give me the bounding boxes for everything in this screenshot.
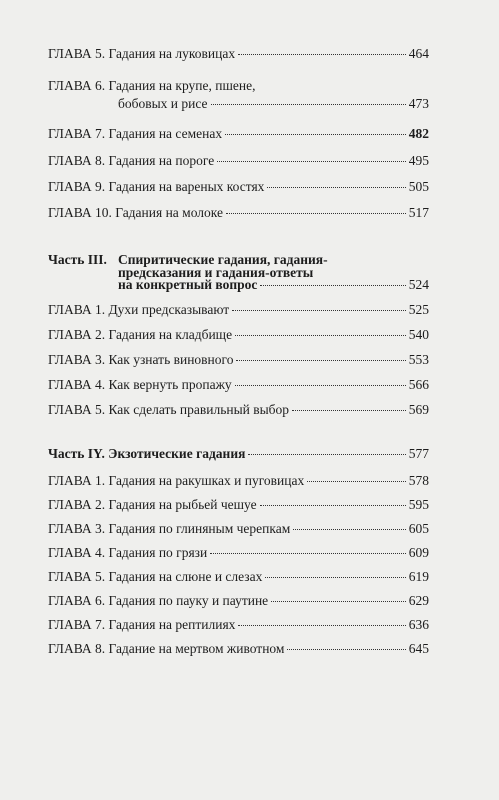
toc-entry: [48, 545, 429, 561]
entry-label: ГЛАВА 5. Гадания на слюне и слезах: [48, 569, 263, 584]
dot-leader: [293, 529, 405, 530]
dot-leader: [265, 577, 405, 578]
entry-page: 578: [408, 473, 429, 488]
dot-leader: [211, 104, 406, 105]
toc-entry: [48, 521, 429, 537]
toc-entry: [48, 617, 429, 633]
toc-entry: [48, 473, 429, 489]
part-title-line: предсказания и гадания-ответы: [118, 265, 314, 280]
dot-leader: [236, 360, 405, 361]
entry-label: ГЛАВА 1. Гадания на ракушках и пуговицах: [48, 473, 305, 488]
entry-label: ГЛАВА 7. Гадания на семенах: [48, 126, 223, 141]
toc-entry-continuation: [118, 96, 429, 112]
dot-leader: [271, 601, 406, 602]
entry-label: ГЛАВА 3. Гадания по глиняным черепкам: [48, 521, 291, 536]
part-title-line: Спиритические гадания, гадания-: [118, 252, 328, 267]
entry-label: ГЛАВА 2. Гадания на кладбище: [48, 327, 233, 342]
entry-label: ГЛАВА 6. Гадания по пауку и паутине: [48, 593, 269, 608]
dot-leader: [217, 161, 406, 162]
entry-label: ГЛАВА 8. Гадания на пороге: [48, 153, 215, 168]
entry-label-continuation: бобовых и рисе: [118, 96, 208, 111]
dot-leader: [225, 134, 406, 135]
entry-page: 569: [408, 402, 429, 417]
entry-label: ГЛАВА 5. Гадания на луковицах: [48, 46, 236, 61]
entry-label: ГЛАВА 6. Гадания на крупе, пшене,: [48, 78, 256, 93]
dot-leader: [210, 553, 406, 554]
entry-page: 553: [408, 352, 429, 367]
toc-entry: [48, 179, 429, 195]
toc-entry: [48, 593, 429, 609]
entry-page: 505: [408, 179, 429, 194]
entry-page: 540: [408, 327, 429, 342]
toc-entry: [48, 46, 429, 62]
dot-leader: [235, 335, 406, 336]
toc-entry: [48, 205, 429, 221]
entry-page: 645: [408, 641, 429, 656]
dot-leader: [260, 505, 406, 506]
toc-entry: [48, 327, 429, 343]
toc-entry: [48, 641, 429, 657]
dot-leader: [292, 410, 406, 411]
toc-entry: [48, 569, 429, 585]
toc-entry: [48, 497, 429, 513]
entry-page: 464: [408, 46, 429, 61]
entry-label: ГЛАВА 7. Гадания на рептилиях: [48, 617, 236, 632]
dot-leader: [267, 187, 405, 188]
entry-label: ГЛАВА 9. Гадания на вареных костях: [48, 179, 265, 194]
part-label: Часть III.: [48, 252, 107, 267]
entry-label: ГЛАВА 2. Гадания на рыбьей чешуе: [48, 497, 257, 512]
entry-label: ГЛАВА 4. Гадания по грязи: [48, 545, 208, 560]
dot-leader: [238, 625, 405, 626]
entry-label: ГЛАВА 4. Как вернуть пропажу: [48, 377, 232, 392]
entry-page: 495: [408, 153, 429, 168]
toc-entry: [48, 377, 429, 393]
entry-page: 482: [408, 126, 429, 141]
dot-leader: [248, 454, 405, 455]
entry-label: ГЛАВА 5. Как сделать правильный выбор: [48, 402, 290, 417]
part-page: 524: [408, 277, 429, 292]
entry-page: 636: [408, 617, 429, 632]
entry-label: ГЛАВА 3. Как узнать виновного: [48, 352, 234, 367]
part-title-final-line: [118, 277, 429, 293]
dot-leader: [287, 649, 405, 650]
toc-entry: [48, 352, 429, 368]
entry-page: 609: [408, 545, 429, 560]
dot-leader: [260, 285, 405, 286]
entry-label: ГЛАВА 1. Духи предсказывают: [48, 302, 230, 317]
toc-entry: [48, 153, 429, 169]
entry-page: 566: [408, 377, 429, 392]
toc-entry: [48, 126, 429, 142]
entry-label: ГЛАВА 8. Гадание на мертвом животном: [48, 641, 285, 656]
part-heading: [48, 446, 429, 462]
toc-entry: [48, 302, 429, 318]
dot-leader: [235, 385, 406, 386]
dot-leader: [307, 481, 406, 482]
entry-page: 517: [408, 205, 429, 220]
part-title-line: на конкретный вопрос: [118, 277, 258, 292]
entry-label: ГЛАВА 10. Гадания на молоке: [48, 205, 223, 220]
entry-page: 629: [408, 593, 429, 608]
dot-leader: [226, 213, 406, 214]
entry-page: 605: [408, 521, 429, 536]
entry-page: 619: [408, 569, 429, 584]
part-label: Часть IY. Экзотические гадания: [48, 446, 246, 461]
entry-page: 473: [408, 96, 429, 111]
part-page: 577: [408, 446, 429, 461]
dot-leader: [232, 310, 406, 311]
entry-page: 525: [408, 302, 429, 317]
dot-leader: [238, 54, 406, 55]
toc-entry: [48, 78, 429, 94]
toc-entry: [48, 402, 429, 418]
entry-page: 595: [408, 497, 429, 512]
